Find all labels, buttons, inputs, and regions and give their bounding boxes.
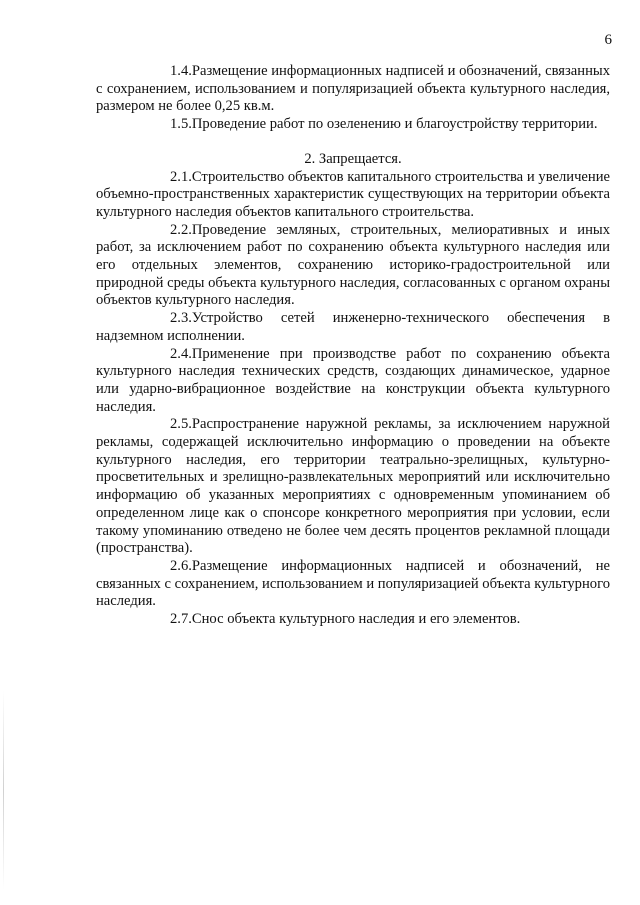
- document-body: [96, 63, 610, 629]
- clause-number: 1.4.: [170, 63, 192, 79]
- clause-number: 2.4.: [170, 345, 192, 362]
- clause-1-4: [96, 63, 610, 116]
- clause-text: Строительство объектов капитального строительства и увеличение объемно-пространственных характеристик существующих на территории объекта культурного наследия объектов капитального строительства.: [96, 168, 610, 220]
- clause-text: Проведение работ по озеленению и благоустройству территории.: [191, 116, 598, 133]
- clause-number: 2.5.: [170, 416, 192, 433]
- scan-edge-shadow: [3, 690, 4, 890]
- clause-text: Размещение информационных надписей и обозначений, связанных с сохранением, использованием и популяризацией объекта культурного наследия, размером не более 0,25 кв.м.: [96, 63, 610, 115]
- clause-2-4: [96, 346, 610, 417]
- clause-text: Применение при производстве работ по сохранению объекта культурного наследия технических средств, создающих динамическое, ударное или ударно-вибрационное воздействие на конструкции объекта культурного наследия.: [96, 345, 610, 415]
- clause-number: 2.2.: [170, 221, 192, 238]
- clause-number: 2.7.: [170, 611, 192, 628]
- page-number: 6: [604, 32, 612, 48]
- section-heading: 2. Запрещается.: [304, 150, 402, 167]
- clause-2-2: [96, 222, 610, 311]
- clause-2-6: [96, 558, 610, 611]
- clause-number: 2.6.: [170, 557, 192, 574]
- clause-text: Распространение наружной рекламы, за исключением наружной рекламы, содержащей исключительно информацию о проведении на объекте культурного наследия, его территории театрально-зрелищных, культурно-просветительных и зрелищно-развлекательных мероприятий или исключительно информацию об указанных мероприятиях с одновременным упоминанием об определенном лице как о спонсоре конкретного мероприятия при условии, если такому упоминанию отведено не более чем десять процентов рекламной площади (пространства).: [96, 416, 610, 557]
- clause-text: Проведение земляных, строительных, мелиоративных и иных работ, за исключением работ по сохранению объекта культурного наследия или его отдельных элементов, сохранению историко-градостроительной или природной среды объекта культурного наследия, согласованных с органом охраны объектов культурного наследия.: [96, 221, 610, 309]
- clause-text: Размещение информационных надписей и обозначений, не связанных с сохранением, использованием и популяризацией объекта культурного наследия.: [96, 557, 610, 610]
- clause-number: 2.3.: [170, 310, 192, 327]
- clause-number: 2.1.: [170, 168, 192, 185]
- clause-1-5: [96, 116, 610, 134]
- clause-2-1: [96, 169, 610, 222]
- clause-number: 1.5.: [170, 116, 192, 133]
- clause-text: Устройство сетей инженерно-технического обеспечения в надземном исполнении.: [96, 310, 610, 344]
- clause-2-5: [96, 416, 610, 558]
- clause-2-3: [96, 310, 610, 345]
- clause-2-7: [96, 611, 610, 629]
- clause-text: Снос объекта культурного наследия и его элементов.: [191, 611, 521, 628]
